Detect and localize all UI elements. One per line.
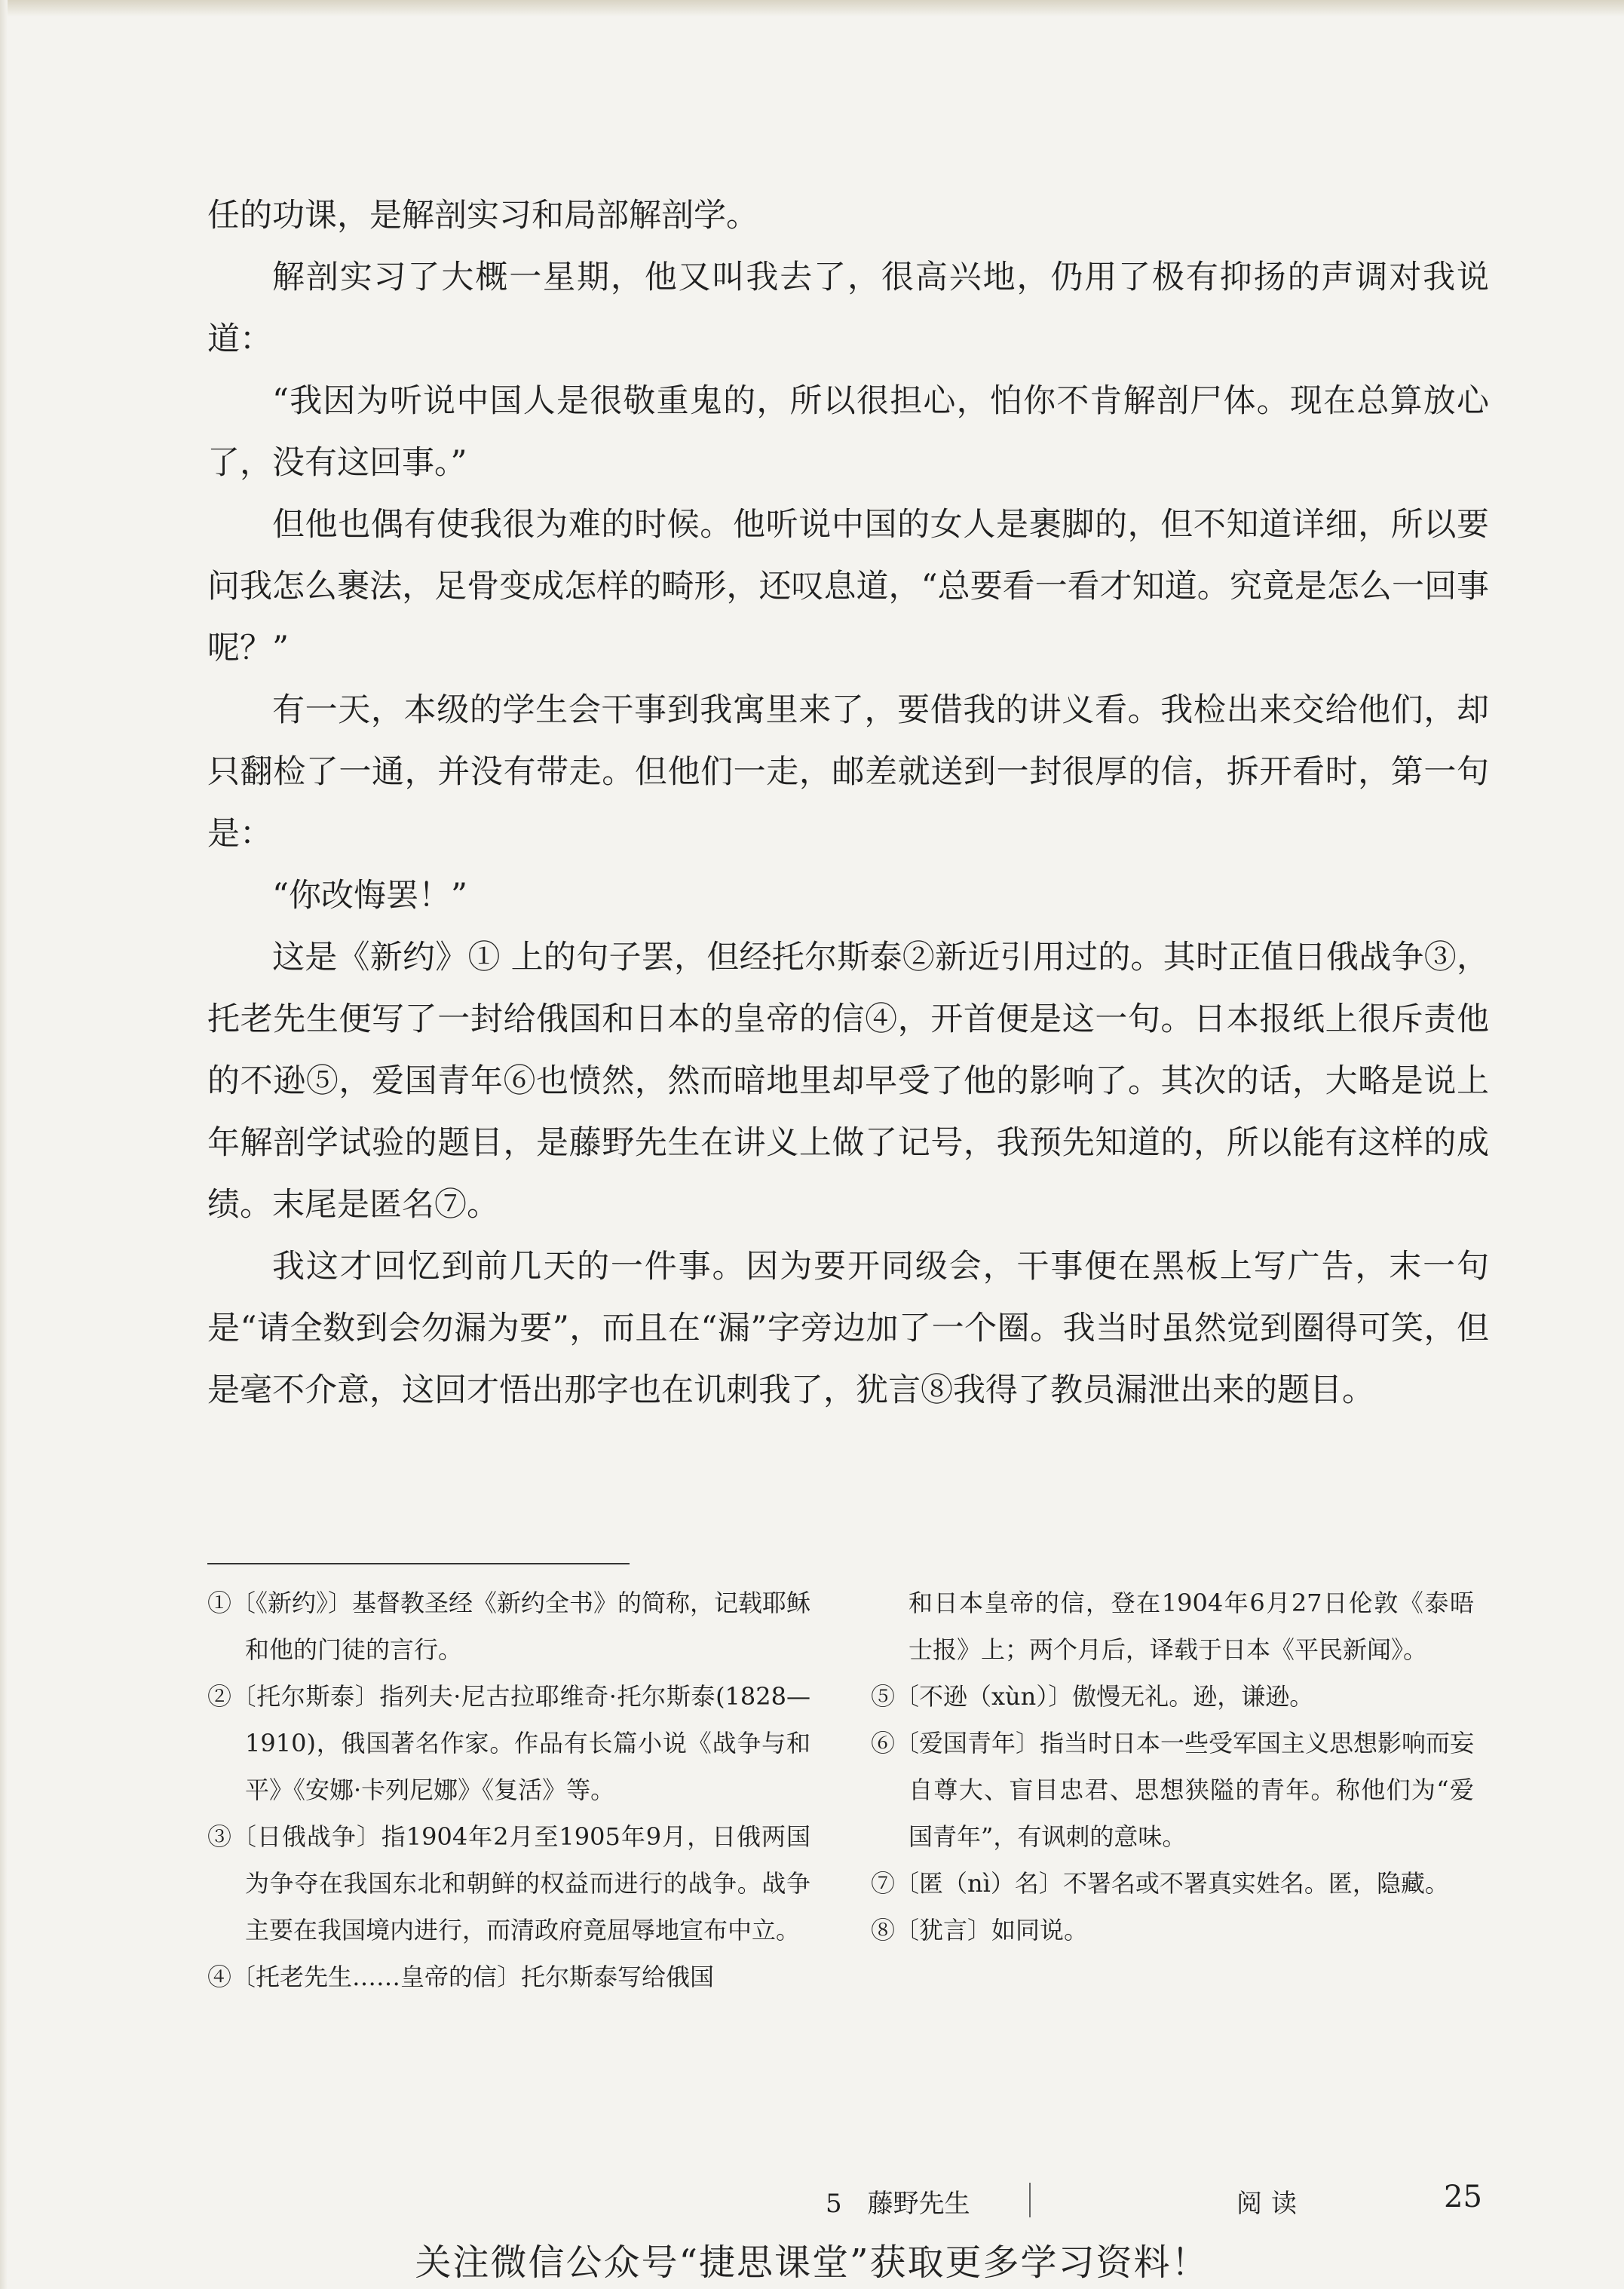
footnote: ⑥〔爱国青年〕指当时日本一些受军国主义思想影响而妄自尊大、盲目忠君、思想狭隘的青年。称他们为“爱国青年”，有讽刺的意味。	[871, 1729, 1475, 1851]
main-text	[207, 185, 1489, 1421]
paragraph: 但他也偶有使我很为难的时候。他听说中国的女人是裹脚的，但不知道详细，所以要问我怎么裹法，足骨变成怎样的畸形，还叹息道，“总要看一看才知道。究竟是怎么一回事呢？”	[207, 506, 1489, 667]
footnote-continuation: 和日本皇帝的信，登在1904年6月27日伦敦《泰晤士报》上；两个月后，译载于日本《平民新闻》。	[909, 1589, 1474, 1664]
paragraph: 这是《新约》① 上的句子罢，但经托尔斯泰②新近引用过的。其时正值日俄战争③，托老先生便写了一封给俄国和日本的皇帝的信④，开首便是这一句。日本报纸上很斥责他的不逊⑤，爱国青年⑥也愤然，然而暗地里却早受了他的影响了。其次的话，大略是说上年解剖学试验的题目，是藤野先生在讲义上做了记号，我预先知道的，所以能有这样的成绩。末尾是匿名⑦。	[207, 939, 1489, 1224]
footnote: ⑧〔犹言〕如同说。	[871, 1916, 1089, 1944]
footnote: ⑤〔不逊（xùn）〕傲慢无礼。逊，谦逊。	[871, 1682, 1314, 1711]
footnote: ③〔日俄战争〕指1904年2月至1905年9月，日俄两国为争夺在我国东北和朝鲜的权益而进行的战争。战争主要在我国境内进行，而清政府竟屈辱地宣布中立。	[207, 1822, 810, 1944]
paragraph: 解剖实习了大概一星期，他又叫我去了，很高兴地，仍用了极有抑扬的声调对我说道：	[207, 259, 1489, 358]
page-left-edge	[0, 0, 8, 2289]
footnotes-right-column	[871, 1580, 1474, 1953]
footnote: ④〔托老先生……皇帝的信〕托尔斯泰写给俄国	[207, 1963, 715, 1991]
paragraph: “我因为听说中国人是很敬重鬼的，所以很担心，怕你不肯解剖尸体。现在总算放心了，没有这回事。”	[207, 382, 1489, 482]
footnote: ①〔《新约》〕基督教圣经《新约全书》的简称，记载耶稣和他的门徒的言行。	[207, 1589, 811, 1664]
page-number: 25	[1444, 2180, 1482, 2214]
paragraph: 有一天，本级的学生会干事到我寓里来了，要借我的讲义看。我检出来交给他们，却只翻检了一通，并没有带走。但他们一走，邮差就送到一封很厚的信，拆开看时，第一句是：	[207, 691, 1489, 853]
section-label: 阅读	[1236, 2189, 1306, 2219]
promo-banner: 关注微信公众号“捷思课堂”获取更多学习资料！	[415, 2242, 1209, 2284]
footnotes-left-column	[207, 1580, 810, 2000]
page-top-edge	[0, 0, 1624, 17]
footnote-divider	[207, 1563, 630, 1564]
paragraph: 我这才回忆到前几天的一件事。因为要开同级会，干事便在黑板上写广告，末一句是“请全数到会勿漏为要”，而且在“漏”字旁边加了一个圈。我当时虽然觉到圈得可笑，但是毫不介意，这回才悟出那字也在讥刺我了，犹言⑧我得了教员漏泄出来的题目。	[207, 1248, 1489, 1409]
footnote: ②〔托尔斯泰〕指列夫·尼古拉耶维奇·托尔斯泰(1828—1910)，俄国著名作家。作品有长篇小说《战争与和平》《安娜·卡列尼娜》《复活》等。	[207, 1682, 810, 1804]
running-footer	[826, 2180, 1489, 2220]
footer-divider	[1029, 2183, 1031, 2217]
chapter-title: 5 藤野先生	[826, 2189, 970, 2219]
paragraph: “你改悔罢！”	[272, 877, 467, 915]
footnote: ⑦〔匿（nì）名〕不署名或不署真实姓名。匿，隐藏。	[871, 1869, 1449, 1898]
paragraph: 任的功课，是解剖实习和局部解剖学。	[207, 197, 758, 234]
